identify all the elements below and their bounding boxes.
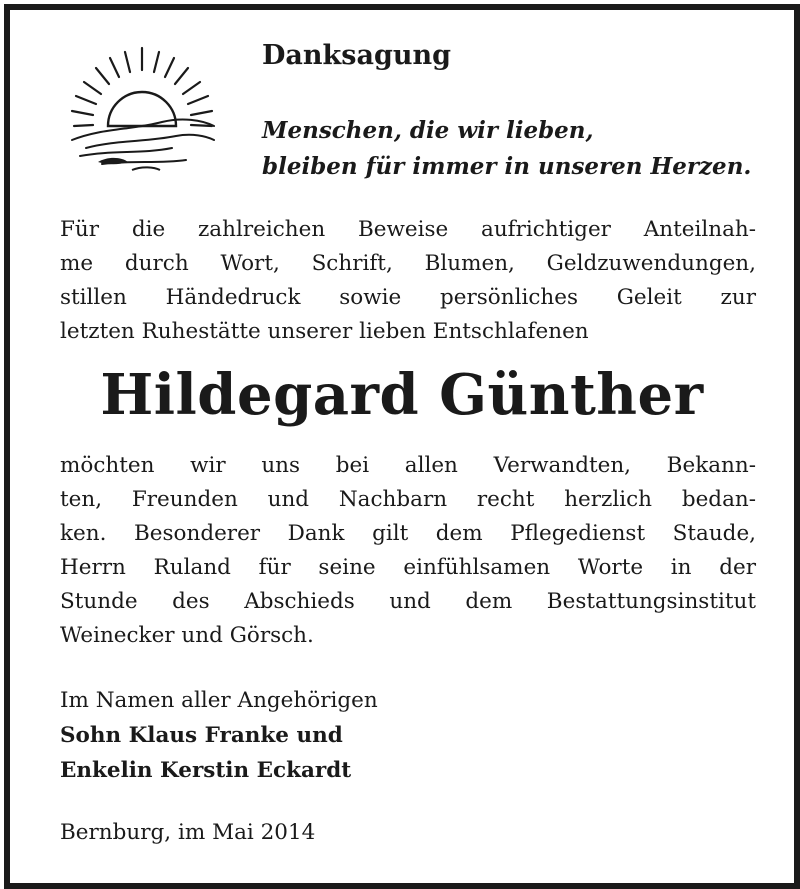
paragraph-line: Weinecker und Görsch. — [60, 623, 314, 648]
paragraph-line: ken. Besonderer Dank gilt dem Pflegedienst Staude, — [60, 521, 756, 546]
intro-paragraph — [60, 213, 756, 349]
signer-name: Sohn Klaus Franke und — [60, 723, 343, 748]
paragraph-line: me durch Wort, Schrift, Blumen, Geldzuwendungen, — [60, 251, 756, 276]
paragraph-line: stillen Händedruck sowie persönliches Geleit zur — [60, 285, 756, 310]
paragraph-line: möchten wir uns bei allen Verwandten, Bekann- — [60, 453, 756, 478]
deceased-name: Hildegard Günther — [100, 362, 704, 428]
quote-line: bleiben für immer in unseren Herzen. — [262, 153, 752, 180]
heading-danksagung: Danksagung — [262, 40, 451, 71]
paragraph-line: letzten Ruhestätte unserer lieben Entschlafenen — [60, 319, 589, 344]
quote-line: Menschen, die wir lieben, — [262, 117, 594, 144]
paragraph-line: Herrn Ruland für seine einfühlsamen Worte in der — [60, 555, 756, 580]
paragraph-line: Stunde des Abschieds und dem Bestattungsinstitut — [60, 589, 756, 614]
place-date: Bernburg, im Mai 2014 — [60, 820, 316, 845]
paragraph-line: ten, Freunden und Nachbarn recht herzlich bedan- — [60, 487, 756, 512]
signature-block — [60, 683, 378, 788]
obituary-notice — [4, 4, 800, 889]
paragraph-line: Für die zahlreichen Beweise aufrichtiger Anteilnah- — [60, 217, 756, 242]
thanks-paragraph — [60, 449, 756, 653]
signer-name: Enkelin Kerstin Eckardt — [60, 758, 352, 783]
sunrise-over-hills-icon — [62, 44, 222, 178]
closing-intro: Im Namen aller Angehörigen — [60, 688, 378, 713]
memorial-quote — [262, 113, 751, 185]
